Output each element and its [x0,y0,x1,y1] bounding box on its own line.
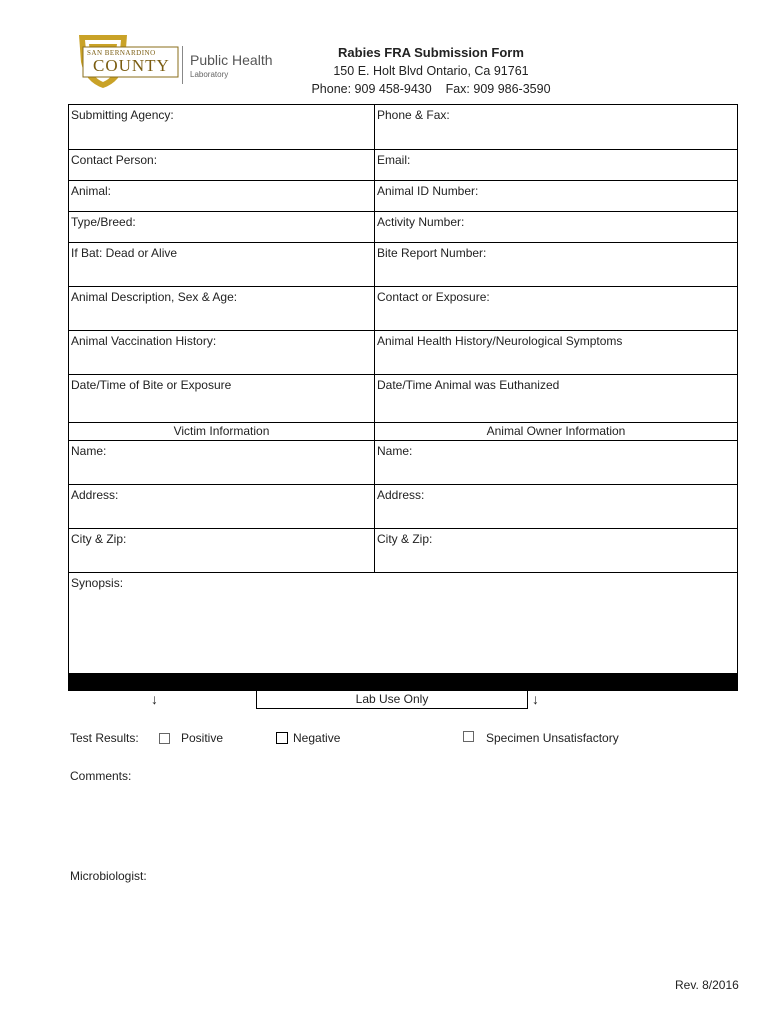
submitting-agency-field[interactable]: Submitting Agency: [69,105,375,149]
form-row [69,331,737,375]
form-row [69,573,737,674]
down-arrow-icon: ↓ [532,691,539,707]
phone-fax-field[interactable]: Phone & Fax: [377,108,450,122]
lab-address: 150 E. Holt Blvd Ontario, Ca 91761 [333,64,529,78]
animal-description-field[interactable]: Animal Description, Sex & Age: [69,287,375,330]
health-history-field[interactable]: Animal Health History/Neurological Symptoms [377,334,623,348]
logo-divider [182,46,183,84]
form-row [69,375,737,423]
form-row [69,105,737,150]
section-divider-bar [68,673,738,691]
activity-number-field[interactable]: Activity Number: [377,215,465,229]
victim-address-field[interactable]: Address: [69,485,375,528]
form-row [69,150,737,181]
victim-city-zip-field[interactable]: City & Zip: [69,529,375,572]
dept-name: Public Health [190,52,273,68]
form-title: Rabies FRA Submission Form [338,45,524,60]
victim-name-field[interactable]: Name: [69,441,375,484]
bite-report-field[interactable]: Bite Report Number: [377,246,487,260]
euthanized-datetime-field[interactable]: Date/Time Animal was Euthanized [377,378,560,392]
form-row [69,181,737,212]
county-name-text: COUNTY [93,56,170,75]
comments-label: Comments: [70,769,132,783]
form-row [69,529,737,573]
email-field[interactable]: Email: [377,153,411,167]
form-row [69,287,737,331]
revision-label: Rev. 8/2016 [675,978,739,992]
submission-form-table [68,104,738,675]
test-results-label: Test Results: [70,731,139,745]
owner-city-zip-field[interactable]: City & Zip: [377,532,433,546]
microbiologist-label: Microbiologist: [70,869,147,883]
animal-id-field[interactable]: Animal ID Number: [377,184,479,198]
owner-address-field[interactable]: Address: [377,488,425,502]
down-arrow-icon: ↓ [151,691,158,707]
synopsis-field[interactable]: Synopsis: [71,576,124,590]
victim-info-header: Victim Information [69,423,375,440]
unsatisfactory-checkbox[interactable] [463,731,474,742]
positive-label: Positive [181,731,224,745]
county-top-text: SAN BERNARDINO [87,49,156,57]
county-logo [75,32,275,92]
positive-checkbox[interactable] [159,733,170,744]
form-header [300,44,562,98]
unsatisfactory-label: Specimen Unsatisfactory [486,731,619,745]
contact-exposure-field[interactable]: Contact or Exposure: [377,290,490,304]
form-row [69,485,737,529]
bite-datetime-field[interactable]: Date/Time of Bite or Exposure [69,375,375,422]
bat-status-field[interactable]: If Bat: Dead or Alive [69,243,375,286]
type-breed-field[interactable]: Type/Breed: [69,212,375,242]
contact-person-field[interactable]: Contact Person: [69,150,375,180]
vaccination-history-field[interactable]: Animal Vaccination History: [69,331,375,374]
form-row [69,212,737,243]
form-row [69,423,737,441]
dept-sub: Laboratory [190,70,229,79]
animal-field[interactable]: Animal: [69,181,375,211]
negative-label: Negative [293,731,341,745]
lab-use-only-box: Lab Use Only [256,690,528,709]
form-row [69,243,737,287]
owner-name-field[interactable]: Name: [377,444,413,458]
form-row [69,441,737,485]
lab-phone-fax: Phone: 909 458-9430 Fax: 909 986-3590 [311,82,551,96]
negative-checkbox[interactable] [276,732,288,744]
owner-info-header: Animal Owner Information [486,424,626,438]
